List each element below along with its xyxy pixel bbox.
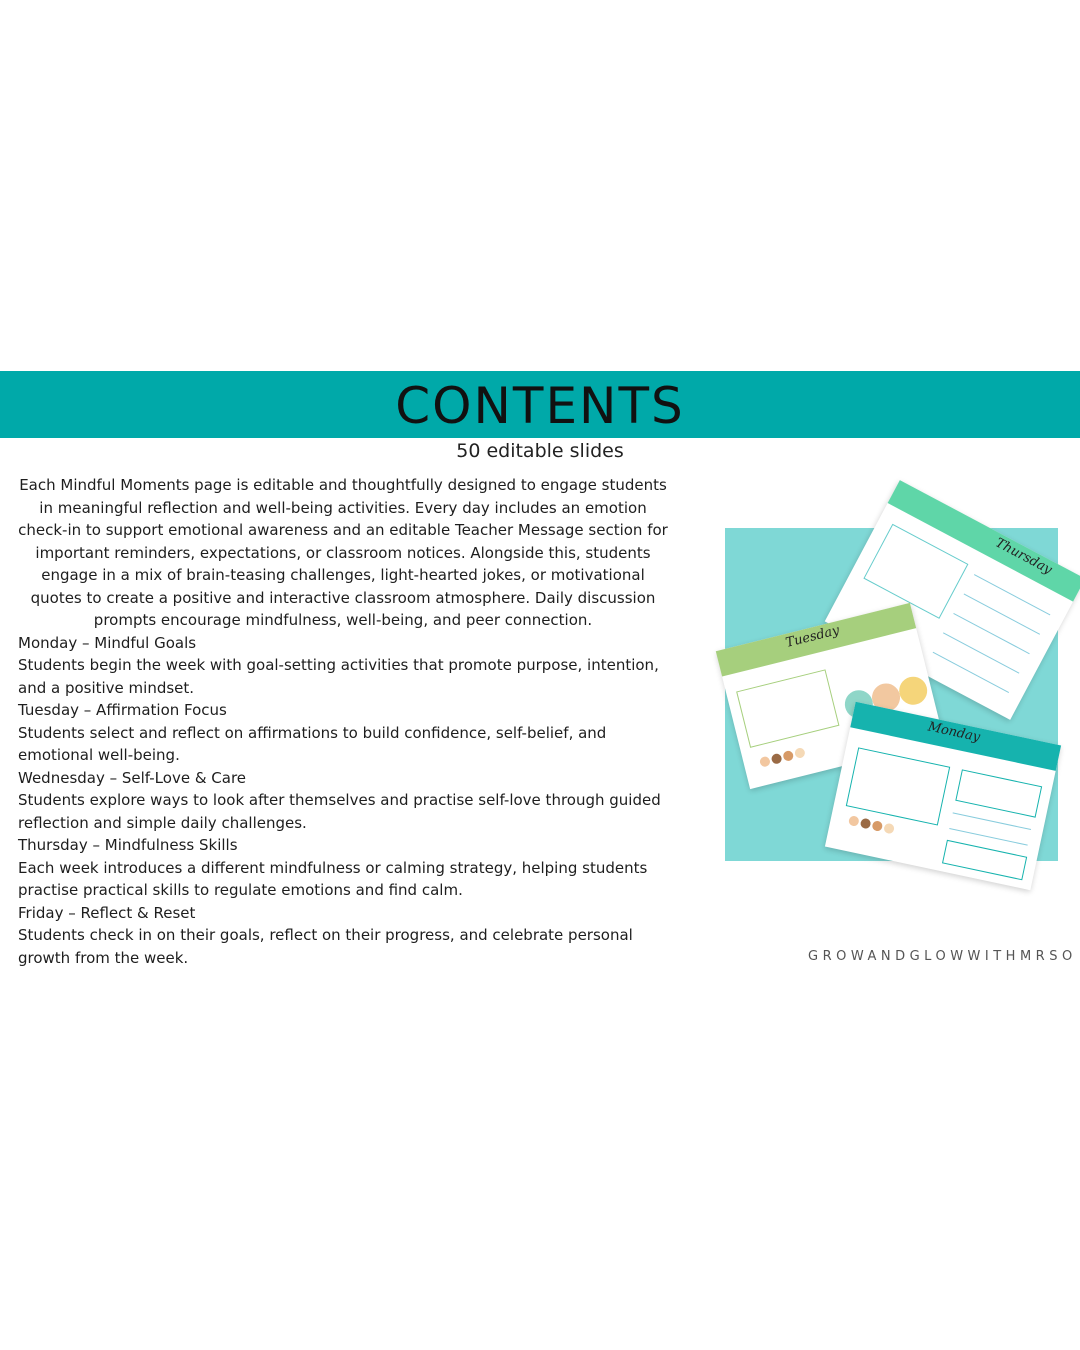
- slide-day-title: Monday: [926, 719, 982, 746]
- day-description: Students begin the week with goal-setting activities that promote purpose, intention, and a positive mindset.: [18, 656, 659, 697]
- day-description: Students select and reflect on affirmations to build confidence, self-belief, and emotional well-being.: [18, 723, 607, 764]
- slide-bottom-box: [942, 840, 1027, 881]
- brand-watermark: GROWANDGLOWWITHMRSO: [808, 949, 1077, 964]
- day-heading: Tuesday – Affirmation Focus: [18, 701, 227, 719]
- day-item-friday: [18, 902, 668, 970]
- day-heading: Wednesday – Self-Love & Care: [18, 768, 247, 787]
- day-description: Each week introduces a different mindfulness or calming strategy, helping students practise practical skills to regulate emotions and find calm.: [18, 858, 648, 899]
- emotion-face-icon: [860, 818, 872, 830]
- day-item-thursday: [18, 834, 668, 902]
- emotion-face-icon: [759, 756, 771, 768]
- slide-message-box: [846, 747, 950, 825]
- intro-paragraph: Each Mindful Moments page is editable and thoughtfully designed to engage students in meaningful reflection and well-being activities. Every day includes an emotion check-in to support emotional awareness and an editable Teacher Message section for important reminders, expectations, or classroom notices. Alongside this, students engage in a mix of brain-teasing challenges, light-hearted jokes, or motivational quotes to create a positive and interactive classroom atmosphere. Daily discussion prompts encourage mindfulness, well-being, and peer connection.: [18, 476, 668, 629]
- slide-day-title: Thursday: [992, 535, 1055, 578]
- emotion-face-icon: [771, 753, 783, 765]
- affirmation-badge: [896, 674, 930, 708]
- day-item-monday: [18, 632, 668, 700]
- slide-line: [953, 812, 1031, 830]
- emotion-face-icon: [871, 820, 883, 832]
- slide-line: [943, 632, 1019, 673]
- emotion-face-icon: [794, 747, 806, 759]
- emotion-face-icon: [782, 750, 794, 762]
- day-heading: Thursday – Mindfulness Skills: [18, 836, 238, 854]
- contents-body: [18, 474, 668, 969]
- emotion-face-icon: [848, 815, 860, 827]
- day-description: Students explore ways to look after themselves and practise self-love through guided reflection and simple daily challenges.: [18, 791, 661, 832]
- day-heading: Friday – Reflect & Reset: [18, 903, 196, 922]
- slide-goal-box: [955, 769, 1042, 817]
- emotion-face-icon: [883, 823, 895, 835]
- day-item-tuesday: [18, 699, 668, 767]
- day-item-wednesday: [18, 767, 668, 835]
- slide-line: [953, 613, 1029, 654]
- slide-message-box: [736, 669, 839, 748]
- slide-day-title: Tuesday: [784, 623, 842, 651]
- page-title: CONTENTS: [395, 377, 685, 435]
- page-subtitle: 50 editable slides: [456, 440, 624, 462]
- day-heading: Monday – Mindful Goals: [18, 633, 197, 652]
- day-description: Students check in on their goals, reflect on their progress, and celebrate personal growth from the week.: [18, 926, 633, 967]
- slide-line: [964, 594, 1040, 635]
